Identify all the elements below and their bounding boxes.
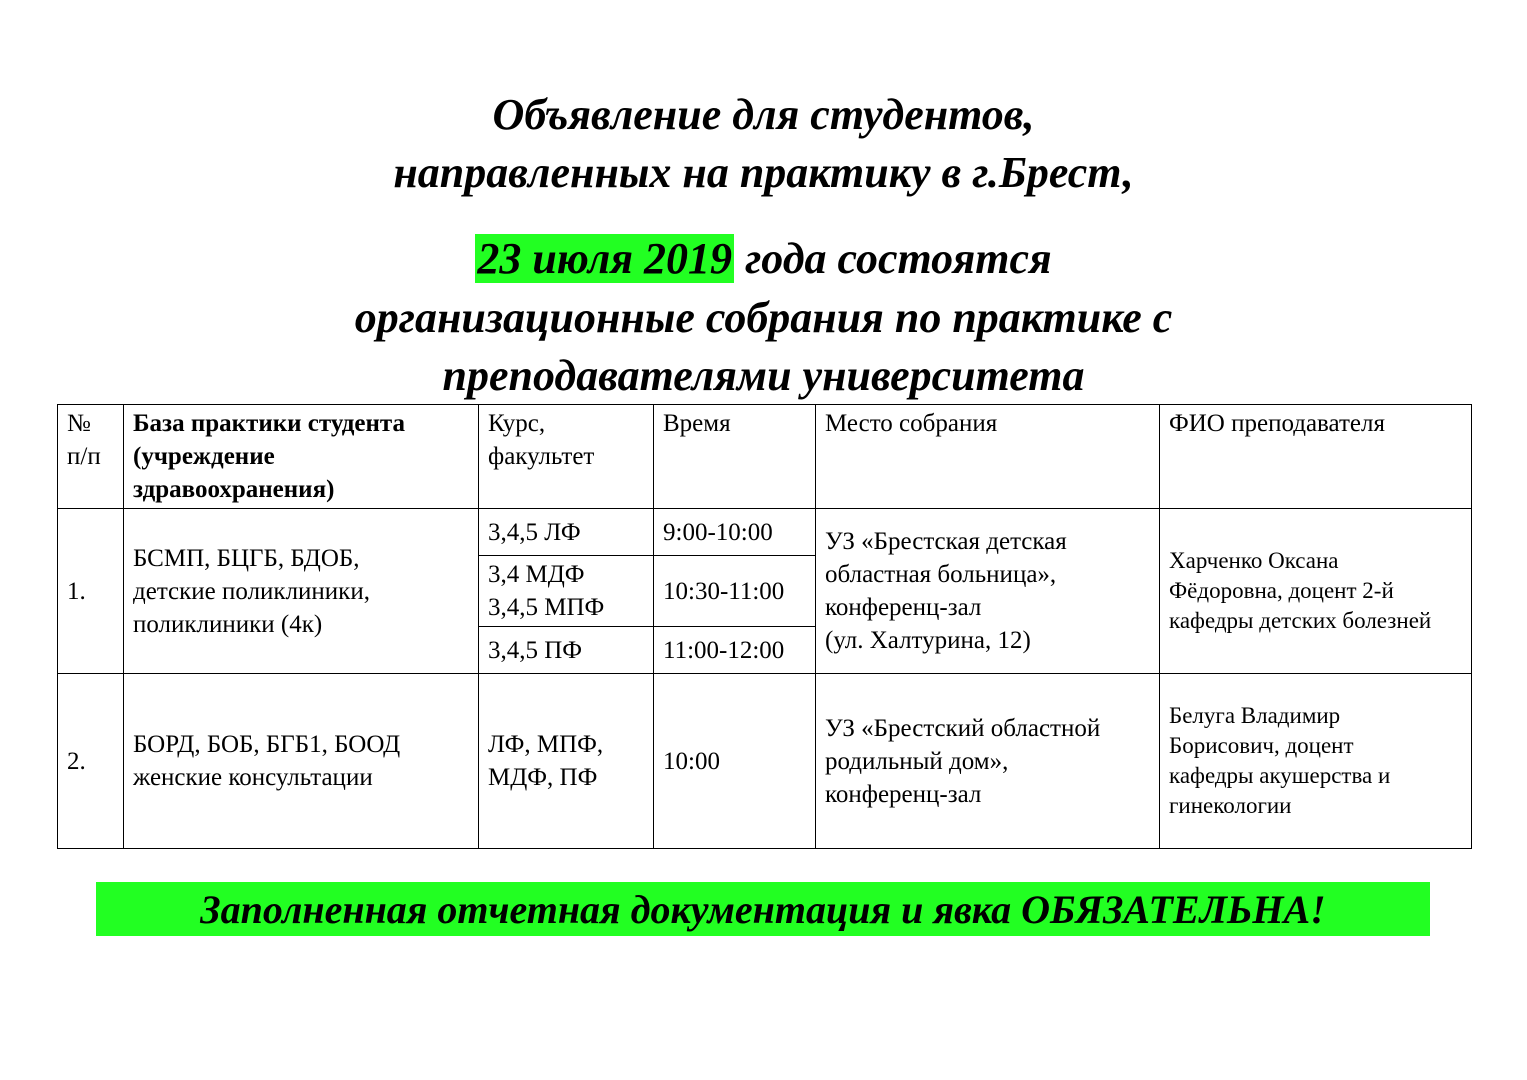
heading-line-5: преподавателями университета xyxy=(442,351,1085,400)
date-highlight: 23 июля 2019 xyxy=(477,234,733,283)
header-num: № п/п xyxy=(58,405,124,509)
row-1-num: 1. xyxy=(58,509,124,674)
header-course: Курс, факультет xyxy=(479,405,654,509)
table-row xyxy=(58,674,1472,849)
header-teacher: ФИО преподавателя xyxy=(1160,405,1472,509)
table-row xyxy=(58,509,1472,556)
heading-line-3-rest: года состоятся xyxy=(734,234,1052,283)
row-1-time-1: 9:00-10:00 xyxy=(654,509,816,556)
row-2-teacher: Белуга Владимир Борисович, доцент кафедры акушерства и гинекологии xyxy=(1160,674,1472,849)
row-1-course-1: 3,4,5 ЛФ xyxy=(479,509,654,556)
header-base: База практики студента (учреждение здравоохранения) xyxy=(124,405,479,509)
table-header-row xyxy=(58,405,1472,509)
row-2-num: 2. xyxy=(58,674,124,849)
row-1-base: БСМП, БЦГБ, БДОБ, детские поликлиники, поликлиники (4к) xyxy=(124,509,479,674)
row-1-course-3: 3,4,5 ПФ xyxy=(479,627,654,674)
row-1-place: УЗ «Брестская детская областная больница», конференц-зал (ул. Халтурина, 12) xyxy=(816,509,1160,674)
heading-line-4: организационные собрания по практике с xyxy=(354,293,1173,342)
heading-line-1: Объявление для студентов, xyxy=(492,90,1035,139)
schedule-table xyxy=(57,404,1472,849)
header-time: Время xyxy=(654,405,816,509)
row-2-base: БОРД, БОБ, БГБ1, БООД женские консультации xyxy=(124,674,479,849)
heading-line-2: направленных на практику в г.Брест, xyxy=(393,148,1134,197)
header-place: Место собрания xyxy=(816,405,1160,509)
row-1-time-3: 11:00-12:00 xyxy=(654,627,816,674)
row-2-course: ЛФ, МПФ, МДФ, ПФ xyxy=(479,674,654,849)
row-2-place: УЗ «Брестский областной родильный дом», конференц-зал xyxy=(816,674,1160,849)
row-1-time-2: 10:30-11:00 xyxy=(654,556,816,627)
mandatory-notice: Заполненная отчетная документация и явка ОБЯЗАТЕЛЬНА! xyxy=(96,882,1430,936)
row-1-course-2: 3,4 МДФ 3,4,5 МПФ xyxy=(479,556,654,627)
row-1-teacher: Харченко Оксана Фёдоровна, доцент 2-й кафедры детских болезней xyxy=(1160,509,1472,674)
row-2-time: 10:00 xyxy=(654,674,816,849)
heading-line-3 xyxy=(0,230,1527,288)
